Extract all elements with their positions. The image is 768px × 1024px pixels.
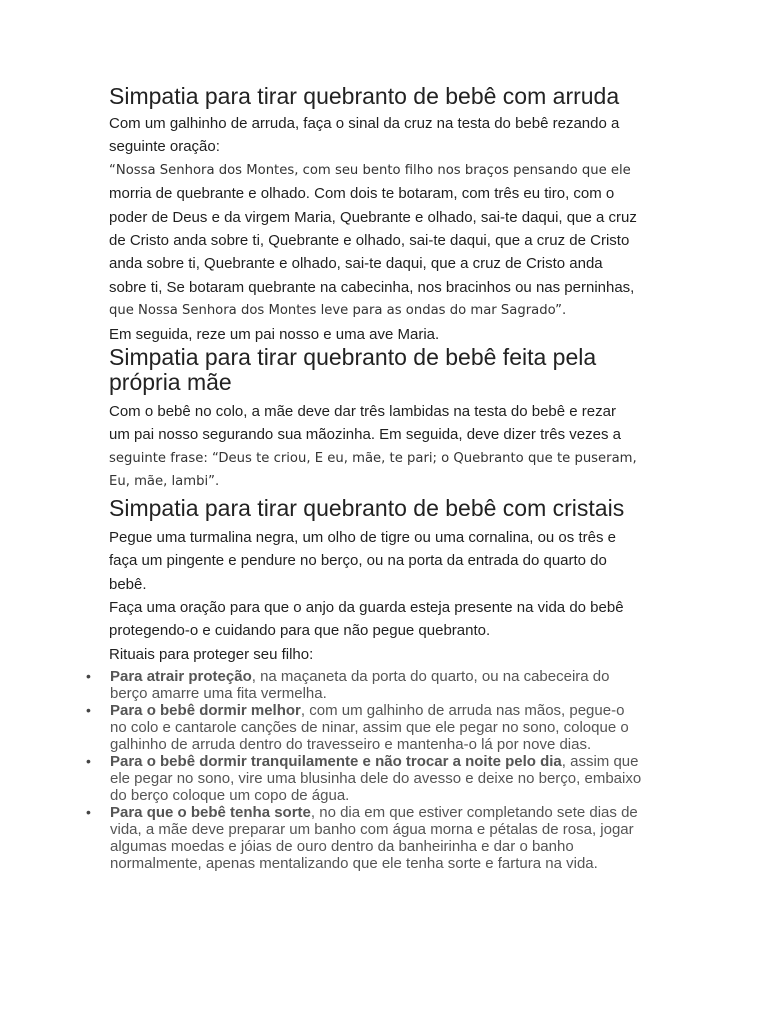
document-page xyxy=(109,84,654,666)
bullet-icon: • xyxy=(86,668,91,684)
list-item-text: , na maçaneta da porta do quarto, ou na cabeceira do xyxy=(251,668,610,685)
section-title-cristais: Simpatia para tirar quebranto de bebê com cristais xyxy=(109,494,625,521)
section-title-line: Simpatia para tirar quebranto de bebê feita pela xyxy=(109,344,597,371)
prayer-line: Eu, mãe, lambi”. xyxy=(109,474,220,490)
list-item-heading: Para que o bebê tenha sorte xyxy=(110,804,311,821)
list-item-text: , assim que xyxy=(561,753,639,770)
bullet-icon: • xyxy=(86,753,91,769)
section-title-arruda: Simpatia para tirar quebranto de bebê com arruda xyxy=(109,83,620,109)
paragraph-line: Em seguida, reze um pai nosso e uma ave Maria. xyxy=(109,325,440,343)
bullet-icon: • xyxy=(86,804,91,820)
rituals-list xyxy=(86,668,666,872)
list-item-heading: Para o bebê dormir melhor xyxy=(110,702,301,719)
list-item xyxy=(86,702,666,753)
paragraph-line: faça um pingente e pendure no berço, ou na porta da entrada do quarto do xyxy=(109,552,607,570)
paragraph-line: morria de quebrante e olhado. Com dois te botaram, com três eu tiro, com o xyxy=(109,185,615,203)
list-item-heading: Para atrair proteção xyxy=(110,668,252,685)
paragraph-line: anda sobre ti, Quebrante e olhado, sai-te daqui, que a cruz de Cristo anda xyxy=(109,255,603,273)
list-item-text: do berço coloque um copo de água. xyxy=(110,787,350,804)
paragraph-line: sobre ti, Se botaram quebrante na cabecinha, nos bracinhos ou nas perninhas, xyxy=(109,278,635,296)
list-item xyxy=(86,753,666,804)
paragraph-line: um pai nosso segurando sua mãozinha. Em seguida, deve dizer três vezes a xyxy=(109,426,621,444)
paragraph-line: Com o bebê no colo, a mãe deve dar três lambidas na testa do bebê e rezar xyxy=(109,403,616,421)
prayer-line: que Nossa Senhora dos Montes leve para as ondas do mar Sagrado”. xyxy=(109,303,567,319)
list-item xyxy=(86,668,666,702)
list-item-text: algumas moedas e jóias de ouro dentro da banheirinha e dar o banho xyxy=(110,838,574,855)
list-item-heading: Para o bebê dormir tranquilamente e não trocar a noite pelo dia xyxy=(110,753,562,770)
list-item xyxy=(86,804,666,872)
paragraph-line: seguinte oração: xyxy=(109,138,220,156)
paragraph-line: Pegue uma turmalina negra, um olho de tigre ou uma cornalina, ou os três e xyxy=(109,528,616,546)
list-item-text: vida, a mãe deve preparar um banho com água morna e pétalas de rosa, jogar xyxy=(110,821,634,838)
list-item-text: , no dia em que estiver completando sete dias de xyxy=(310,804,638,821)
paragraph-line: bebê. xyxy=(109,575,147,593)
paragraph-line: de Cristo anda sobre ti, Quebrante e olhado, sai-te daqui, que a cruz de Cristo xyxy=(109,232,630,250)
section-title-line: própria mãe xyxy=(109,369,232,396)
list-item-text: , com um galhinho de arruda nas mãos, pegue-o xyxy=(300,702,625,719)
list-item-text: no colo e cantarole canções de ninar, assim que ele pegar no sono, coloque o xyxy=(110,719,629,736)
prayer-line: “Nossa Senhora dos Montes, com seu bento filho nos braços pensando que ele xyxy=(109,162,631,178)
list-item-text: berço amarre uma fita vermelha. xyxy=(110,685,327,702)
list-item-text: normalmente, apenas mentalizando que ele tenha sorte e fartura na vida. xyxy=(110,855,598,872)
list-item-text: ele pegar no sono, vire uma blusinha dele do avesso e deixe no berço, embaixo xyxy=(110,770,642,787)
paragraph-line: Faça uma oração para que o anjo da guarda esteja presente na vida do bebê xyxy=(109,598,624,616)
section-title-mae xyxy=(109,345,654,395)
prayer-line: seguinte frase: “Deus te criou, E eu, mãe, te pari; o Quebranto que te puseram, xyxy=(109,450,637,466)
paragraph-line: Rituais para proteger seu filho: xyxy=(109,645,314,663)
paragraph-line: protegendo-o e cuidando para que não pegue quebranto. xyxy=(109,622,491,640)
paragraph-line: poder de Deus e da virgem Maria, Quebrante e olhado, sai-te daqui, que a cruz xyxy=(109,208,637,226)
bullet-icon: • xyxy=(86,702,91,718)
list-item-text: galhinho de arruda dentro do travesseiro e mantenha-o lá por nove dias. xyxy=(110,736,592,753)
paragraph-line: Com um galhinho de arruda, faça o sinal da cruz na testa do bebê rezando a xyxy=(109,115,620,132)
